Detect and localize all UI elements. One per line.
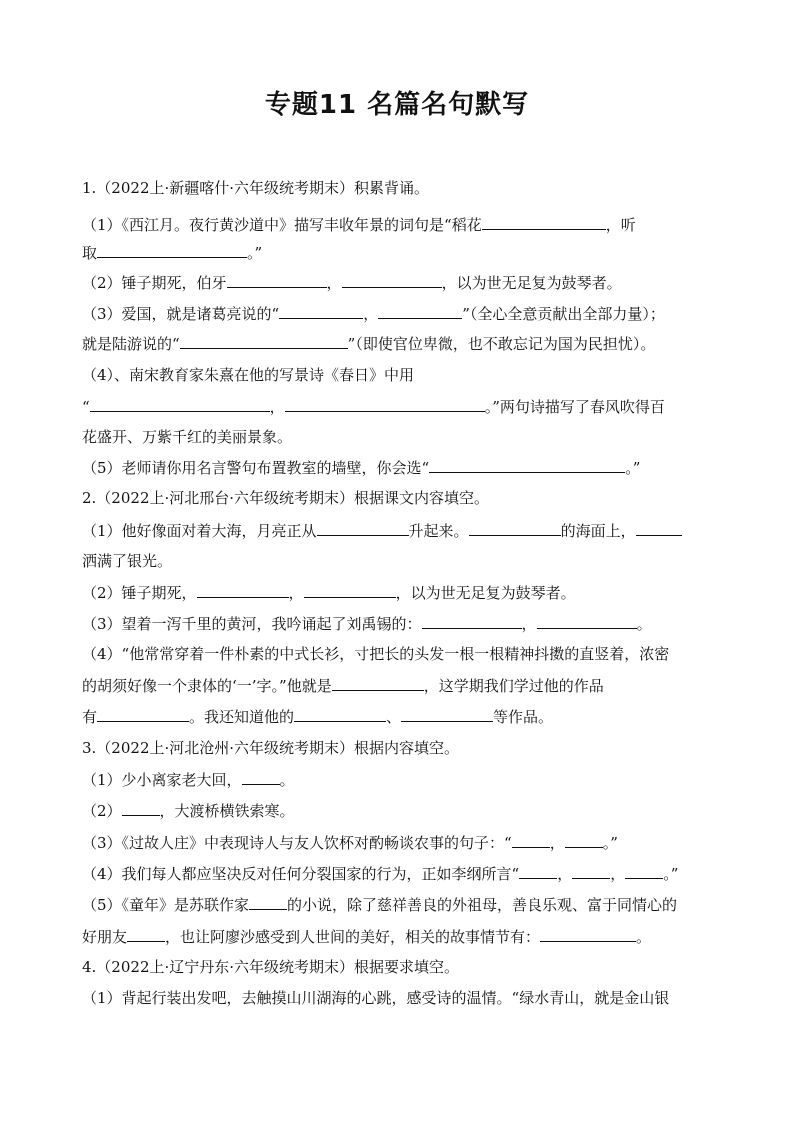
answer-blank[interactable]: [469, 520, 561, 536]
answer-blank[interactable]: [242, 769, 280, 785]
answer-blank[interactable]: [180, 333, 348, 349]
question-3-2: （2） ，大渡桥横铁索寒。: [82, 802, 295, 820]
answer-blank[interactable]: [249, 894, 287, 910]
answer-blank[interactable]: [429, 457, 625, 473]
question-1-4-cont: “ ， 。”两句诗描写了春风吹得百: [82, 398, 665, 416]
answer-blank[interactable]: [127, 926, 165, 942]
question-1-4-end: 花盛开、万紫千红的美丽景象。: [82, 428, 293, 446]
question-1-3: （3）爱国，就是诸葛亮说的“ ， ”（全心全意贡献出全部力量）；: [82, 305, 665, 323]
answer-blank[interactable]: [227, 272, 327, 288]
answer-blank[interactable]: [625, 863, 663, 879]
answer-blank[interactable]: [636, 520, 682, 536]
question-2-4: （4）“他常常穿着一件朴素的中式长衫，寸把长的头发一根一根精神抖擞的直竖着，浓密: [82, 645, 670, 663]
question-1-2: （2）锤子期死，伯牙 ， ，以为世无足复为鼓琴者。: [82, 274, 622, 292]
answer-blank[interactable]: [422, 613, 522, 629]
answer-blank[interactable]: [482, 214, 606, 230]
answer-blank[interactable]: [519, 863, 557, 879]
question-3-4: （4）我们每人都应坚决反对任何分裂国家的行为，正如李纲所言“ ， ， 。”: [82, 865, 679, 883]
question-4-heading: 4.（2022上·辽宁丹东·六年级统考期末）根据要求填空。: [82, 958, 460, 976]
answer-blank[interactable]: [565, 832, 603, 848]
answer-blank[interactable]: [401, 706, 493, 722]
answer-blank[interactable]: [294, 706, 386, 722]
answer-blank[interactable]: [197, 582, 289, 598]
question-2-3: （3）望着一泻千里的黄河，我吟诵起了刘禹锡的： ， 。: [82, 615, 652, 633]
answer-blank[interactable]: [537, 613, 637, 629]
answer-blank[interactable]: [572, 863, 610, 879]
question-2-4-end: 有 。我还知道他的 、 等作品。: [82, 708, 554, 726]
answer-blank[interactable]: [342, 272, 442, 288]
page-title: 专题11 名篇名句默写: [264, 90, 530, 120]
question-1-5: （5）老师请你用名言警句布置教室的墙壁，你会选“ 。”: [82, 459, 641, 477]
question-3-1: （1）少小离家老大回， 。: [82, 771, 295, 789]
answer-blank[interactable]: [540, 926, 636, 942]
answer-blank[interactable]: [317, 520, 409, 536]
answer-blank[interactable]: [285, 396, 485, 412]
answer-blank[interactable]: [122, 800, 160, 816]
question-4-1: （1）背起行装出发吧，去触摸山川湖海的心跳，感受诗的温情。“绿水青山，就是金山银: [82, 989, 670, 1007]
answer-blank[interactable]: [279, 303, 363, 319]
answer-blank[interactable]: [512, 832, 550, 848]
answer-blank[interactable]: [97, 242, 247, 258]
question-3-3: （3）《过故人庄》中表现诗人与友人饮杯对酌畅谈农事的句子：“ ， 。”: [82, 834, 618, 852]
question-1-4: （4）、南宋教育家朱熹在他的写景诗《春日》中用: [82, 366, 415, 384]
answer-blank[interactable]: [304, 582, 396, 598]
answer-blank[interactable]: [332, 675, 424, 691]
question-3-5-cont: 好朋友 ，也让阿廖沙感受到人世间的美好，相关的故事情节有： 。: [82, 928, 652, 946]
question-3-heading: 3.（2022上·河北沧州·六年级统考期末）根据内容填空。: [82, 739, 460, 757]
answer-blank[interactable]: [97, 706, 189, 722]
question-1-3-cont: 就是陆游说的“ ”（即使官位卑微，也不敢忘记为国为民担忧）。: [82, 335, 656, 353]
answer-blank[interactable]: [90, 396, 270, 412]
answer-blank[interactable]: [378, 303, 462, 319]
question-2-2: （2）锤子期死， ， ，以为世无足复为鼓琴者。: [82, 584, 576, 602]
question-2-heading: 2.（2022上·河北邢台·六年级统考期末）根据课文内容填空。: [82, 489, 490, 507]
question-2-4-cont: 的胡须好像一个隶体的‘一’字。”他就是 ，这学期我们学过他的作品: [82, 677, 604, 695]
question-1-heading: 1.（2022上·新疆喀什·六年级统考期末）积累背诵。: [82, 179, 430, 197]
question-1-1-cont: 取 。”: [82, 244, 263, 262]
question-3-5: （5）《童年》是苏联作家 的小说，除了慈祥善良的外祖母，善良乐观、富于同情心的: [82, 896, 678, 914]
question-2-1: （1）他好像面对着大海，月亮正从 升起来。 的海面上，: [82, 520, 714, 541]
question-2-1-cont: 洒满了银光。: [82, 552, 173, 570]
question-1-1: （1）《西江月。夜行黄沙道中》描写丰收年景的词句是“稻花 ，听: [82, 216, 636, 234]
